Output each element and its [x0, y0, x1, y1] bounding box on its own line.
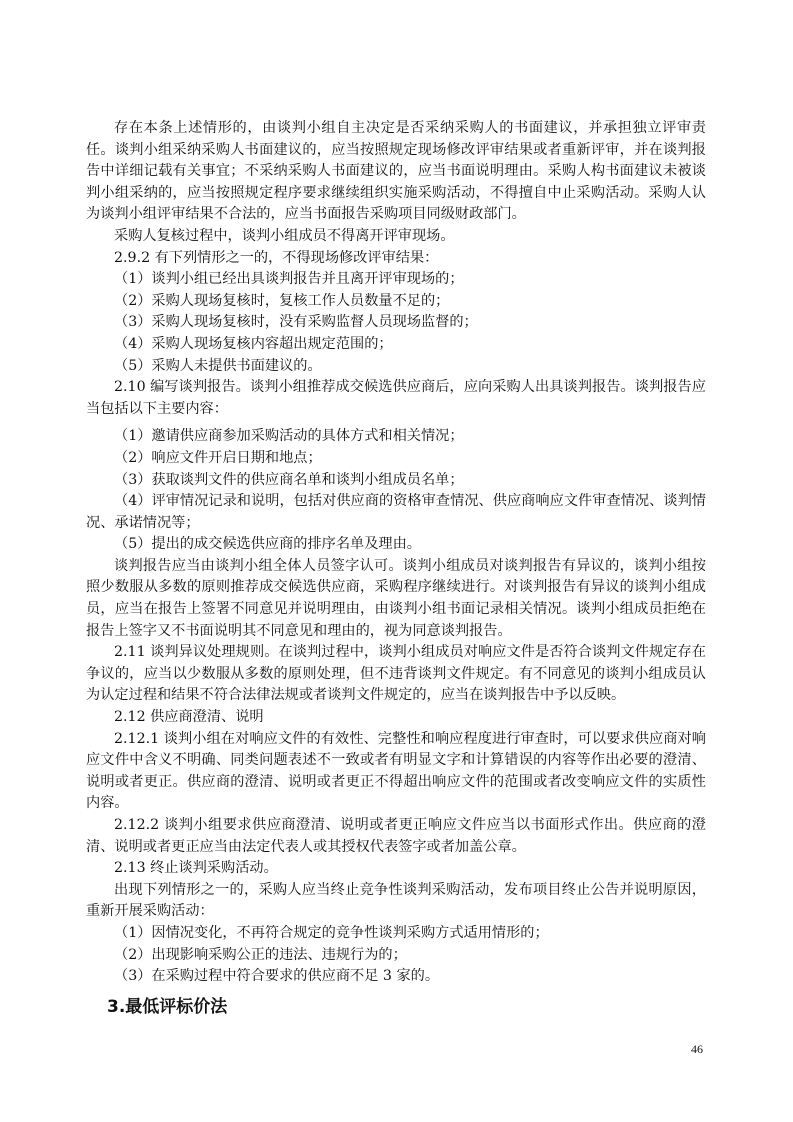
paragraph-list	[86, 118, 706, 988]
page-number: 46	[691, 1042, 703, 1056]
paragraph: 谈判报告应当由谈判小组全体人员签字认可。谈判小组成员对谈判报告有异议的，谈判小组按照少数服从多数的原则推荐成交候选供应商，采购程序继续进行。对谈判报告有异议的谈判小组成员，应当在报告上签署不同意见并说明理由，由谈判小组书面记录相关情况。谈判小组成员拒绝在报告上签字又不书面说明其不同意见和理由的，视为同意谈判报告。	[86, 557, 706, 639]
paragraph: （2）采购人现场复核时，复核工作人员数量不足的；	[114, 292, 450, 309]
paragraph: 2.11 谈判异议处理规则。在谈判过程中，谈判小组成员对响应文件是否符合谈判文件规定存在争议的，应当以少数服从多数的原则处理，但不违背谈判文件规定。有不同意见的谈判小组成员认为认定过程和结果不符合法律法规或者谈判文件规定的，应当在谈判报告中予以反映。	[86, 644, 706, 704]
paragraph: （3）采购人现场复核时，没有采购监督人员现场监督的；	[114, 314, 478, 331]
section-heading: 3.最低评标价法	[107, 996, 228, 1017]
document-body	[86, 118, 706, 1020]
paragraph: 2.10 编写谈判报告。谈判小组推荐成交候选供应商后，应向采购人出具谈判报告。谈判报告应当包括以下主要内容：	[86, 379, 706, 417]
paragraph: 出现下列情形之一的，采购人应当终止竞争性谈判采购活动，发布项目终止公告并说明原因，重新开展采购活动：	[86, 881, 706, 920]
paragraph: （2）出现影响采购公正的违法、违规行为的；	[114, 946, 407, 963]
paragraph: （5）采购人未提供书面建议的。	[114, 357, 322, 374]
paragraph: （1）邀请供应商参加采购活动的具体方式和相关情况；	[114, 428, 464, 445]
paragraph: （3）在采购过程中符合要求的供应商不足 3 家的。	[114, 968, 440, 985]
paragraph: 2.12.2 谈判小组要求供应商澄清、说明或者更正响应文件应当以书面形式作出。供应商的澄清、说明或者更正应当由法定代表人或其授权代表签字或者加盖公章。	[86, 817, 706, 855]
paragraph: 2.9.2 有下列情形之一的，不得现场修改评审结果：	[114, 249, 439, 266]
paragraph: 采购人复核过程中，谈判小组成员不得离开评审现场。	[114, 227, 455, 244]
paragraph: （5）提出的成交候选供应商的排序名单及理由。	[114, 536, 421, 553]
paragraph: 2.12 供应商澄清、说明	[114, 709, 264, 726]
paragraph: 存在本条上述情形的，由谈判小组自主决定是否采纳采购人的书面建议，并承担独立评审责任。谈判小组采纳采购人书面建议的，应当按照规定现场修改评审结果或者重新评审，并在谈判报告中详细记载有关事宜；不采纳采购人书面建议的，应当书面说明理由。采购人构书面建议未被谈判小组采纳的，应当按照规定程序要求继续组织实施采购活动，不得擅自中止采购活动。采购人认为谈判小组评审结果不合法的，应当书面报告采购项目同级财政部门。	[86, 120, 706, 223]
paragraph: （4）采购人现场复核内容超出规定范围的；	[114, 335, 393, 352]
paragraph: （1）谈判小组已经出具谈判报告并且离开评审现场的；	[114, 271, 464, 288]
paragraph: （1）因情况变化，不再符合规定的竞争性谈判采购方式适用情形的；	[114, 924, 549, 941]
paragraph: （2）响应文件开启日期和地点；	[114, 449, 322, 466]
paragraph: 2.13 终止谈判采购活动。	[114, 860, 278, 877]
paragraph: （3）获取谈判文件的供应商名单和谈判小组成员名单；	[114, 471, 464, 488]
paragraph: （4）评审情况记录和说明，包括对供应商的资格审查情况、供应商响应文件审查情况、谈判情况、承诺情况等；	[86, 493, 706, 531]
paragraph: 2.12.1 谈判小组在对响应文件的有效性、完整性和响应程度进行审查时，可以要求供应商对响应文件中含义不明确、同类问题表述不一致或者有明显文字和计算错误的内容等作出必要的澄清、说明或者更正。供应商的澄清、说明或者更正不得超出响应文件的范围或者改变响应文件的实质性内容。	[86, 730, 706, 812]
